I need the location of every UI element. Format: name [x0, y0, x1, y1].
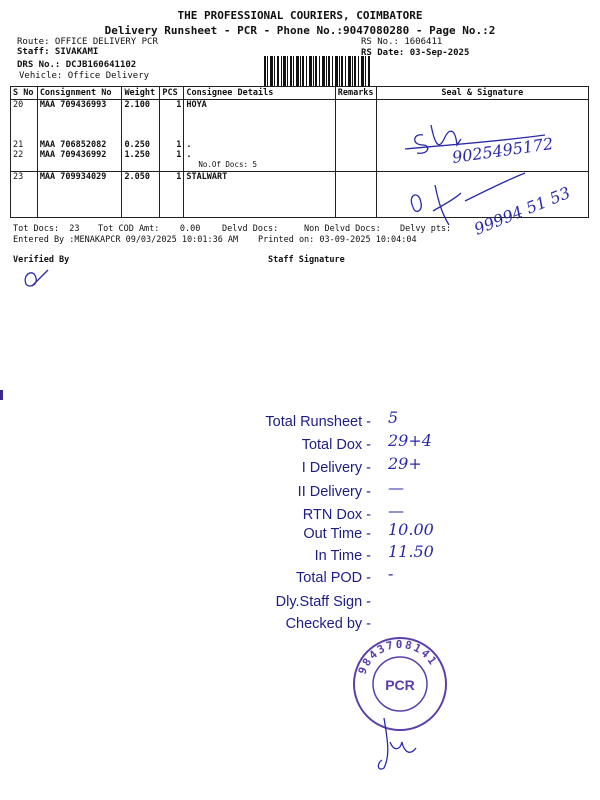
cell-consignment: MAA 706852082	[37, 140, 122, 150]
cell-weight: 0.250	[122, 140, 160, 150]
summary-label: In Time	[314, 548, 363, 564]
consignee-text: .	[186, 149, 192, 160]
summary-value: 29+	[388, 454, 422, 473]
signature-stroke	[433, 185, 461, 225]
cell-sno: 23	[11, 172, 38, 218]
col-weight: Weight	[122, 87, 160, 100]
cell-weight: 2.050	[122, 172, 160, 218]
cell-consignment: MAA 709436993	[37, 100, 122, 140]
cell-consignee: STALWART	[184, 172, 335, 218]
cell-consignee: .	[184, 140, 335, 150]
summary-label: Checked by	[285, 616, 363, 632]
verified-initial-mark	[20, 264, 60, 290]
tot-cod: Tot COD Amt: 0.00	[98, 224, 201, 234]
cell-remarks	[335, 150, 376, 172]
col-seal: Seal & Signature	[376, 87, 588, 100]
cell-consignment: MAA 709934029	[37, 172, 122, 218]
cell-sno: 22	[11, 150, 38, 172]
cell-remarks	[335, 172, 376, 218]
cell-weight: 1.250	[122, 150, 160, 172]
tot-docs: Tot Docs: 23	[13, 224, 80, 234]
handwritten-signatures	[395, 115, 595, 240]
cell-sno: 21	[11, 140, 38, 150]
cell-consignee	[184, 150, 335, 172]
summary-row: Total Runsheet -	[265, 414, 371, 430]
table-header-row	[11, 87, 589, 100]
summary-row: Total POD -	[296, 570, 371, 586]
printed-on: Printed on: 03-09-2025 10:04:04	[258, 235, 417, 245]
summary-value: —	[388, 501, 404, 520]
cell-pcs: 1	[160, 150, 184, 172]
col-consignment: Consignment No	[37, 87, 122, 100]
signature-stroke	[415, 135, 428, 153]
staff-signature-label: Staff Signature	[268, 255, 345, 265]
cell-pcs: 1	[160, 100, 184, 140]
summary-label: Dly.Staff Sign	[275, 594, 363, 610]
summary-row: II Delivery -	[297, 484, 371, 500]
cell-pcs: 1	[160, 172, 184, 218]
delvy-pts: Delvy pts:	[400, 224, 452, 234]
stamp-ring-text: 9843708141	[355, 637, 441, 677]
stamp-center-text: PCR	[385, 677, 415, 693]
signature-stroke	[431, 125, 461, 145]
staff-label: Staff: SIVAKAMI	[17, 47, 99, 57]
handwritten-phone-1: 9025495172	[450, 133, 555, 167]
summary-value: 11.50	[388, 542, 434, 561]
summary-row: Out Time -	[303, 526, 371, 542]
route-label: Route: OFFICE DELIVERY PCR	[17, 37, 158, 47]
summary-value: -	[388, 564, 394, 583]
cell-sno: 20	[11, 100, 38, 140]
runsheet-title: Delivery Runsheet - PCR - Phone No.:9047080280 - Page No.:2	[104, 24, 496, 37]
col-sno: S No	[11, 87, 38, 100]
handwritten-phone-2: 99994 51 53	[471, 182, 573, 239]
summary-row: RTN Dox -	[302, 507, 371, 523]
summary-value: 10.00	[388, 520, 434, 539]
summary-label: Total Dox	[301, 437, 363, 453]
summary-label: II Delivery	[297, 484, 363, 500]
summary-row: Total Dox -	[301, 437, 371, 453]
entered-by: Entered By :MENAKAPCR 09/03/2025 10:01:36 AM	[13, 235, 239, 245]
cell-weight: 2.100	[122, 100, 160, 140]
signature-stroke	[465, 173, 525, 201]
stamp-signature	[370, 712, 430, 776]
barcode	[245, 37, 353, 68]
drs-number: DRS No.: DCJB160641102	[17, 60, 137, 70]
vehicle-label: Vehicle: Office Delivery	[19, 71, 150, 81]
col-pcs: PCS	[160, 87, 184, 100]
summary-value: 5	[388, 408, 399, 427]
rs-number: RS No.: 1606411	[361, 37, 443, 47]
summary-value: 29+4	[388, 431, 432, 450]
no-of-docs: No.Of Docs: 5	[198, 159, 258, 169]
rs-date: RS Date: 03-Sep-2025	[361, 48, 470, 58]
summary-label: I Delivery	[301, 460, 363, 476]
cell-remarks	[335, 100, 376, 140]
company-name: THE PROFESSIONAL COURIERS, COIMBATORE	[177, 9, 423, 22]
col-remarks: Remarks	[335, 87, 376, 100]
cell-consignee: HOYA	[184, 100, 335, 140]
summary-label: Total POD	[296, 570, 363, 586]
edge-mark	[0, 390, 3, 400]
summary-label: Total Runsheet	[265, 414, 363, 430]
cell-consignment: MAA 709436992	[37, 150, 122, 172]
cell-pcs: 1	[160, 140, 184, 150]
summary-row: Checked by -	[285, 616, 371, 632]
cell-remarks	[335, 140, 376, 150]
summary-label: RTN Dox	[302, 507, 363, 523]
summary-label: Out Time	[303, 526, 363, 542]
verified-by-label: Verified By	[13, 255, 70, 265]
summary-row: I Delivery -	[301, 460, 371, 476]
signature-stroke	[411, 195, 421, 211]
non-delvd-docs: Non Delvd Docs:	[304, 224, 381, 234]
col-consignee: Consignee Details	[184, 87, 335, 100]
summary-value: —	[388, 478, 404, 497]
summary-row: In Time -	[314, 548, 371, 564]
summary-row: Dly.Staff Sign -	[275, 594, 371, 610]
delvd-docs: Delvd Docs:	[222, 224, 279, 234]
